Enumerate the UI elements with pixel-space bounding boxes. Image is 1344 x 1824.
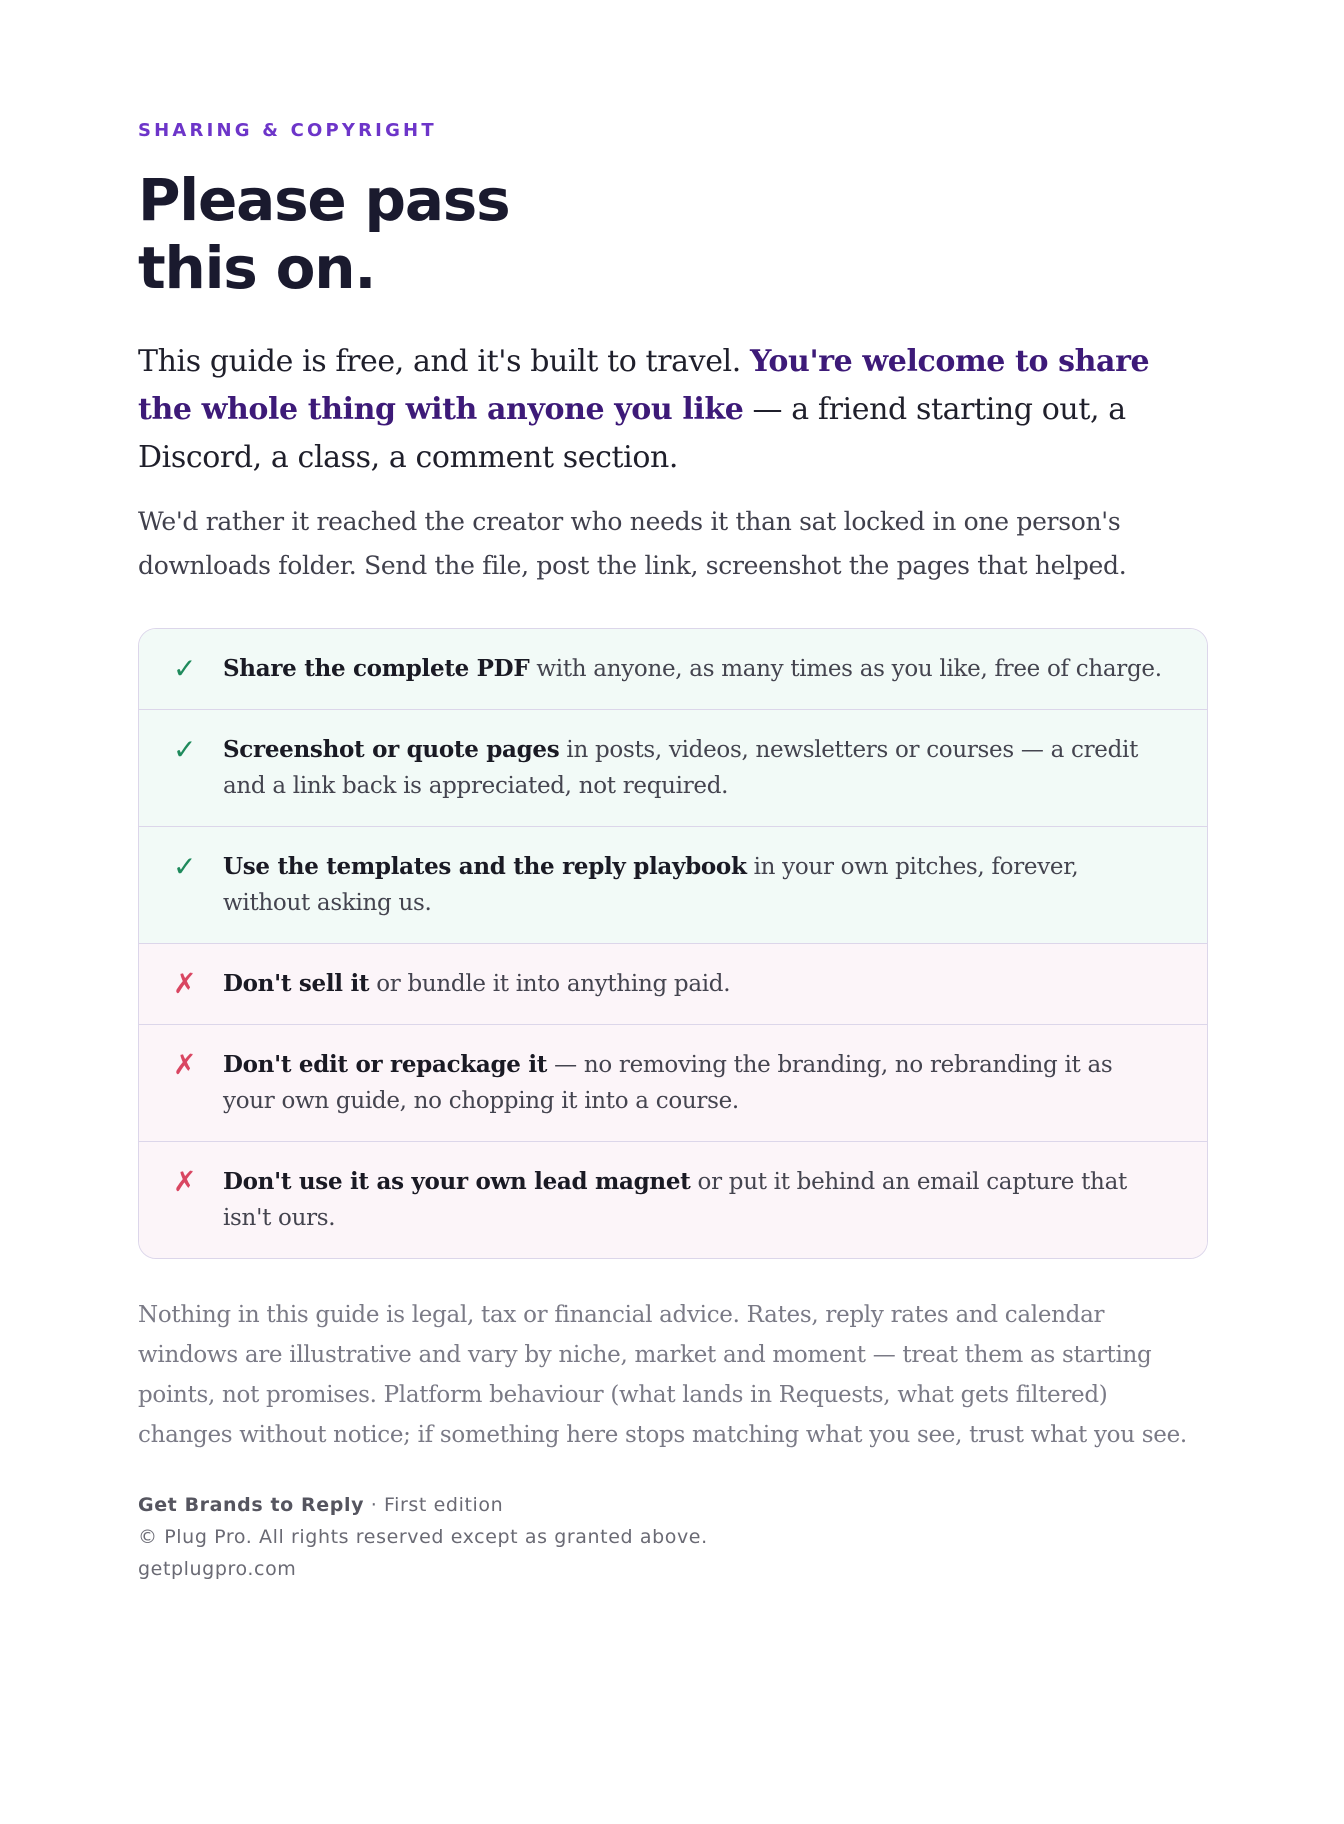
rule-allowed xyxy=(139,629,1207,709)
rule-detail: with anyone, as many times as you like, free of charge. xyxy=(529,656,1162,682)
rule-allowed xyxy=(139,709,1207,826)
footer xyxy=(138,1489,1208,1585)
rule-text xyxy=(223,966,730,1002)
page-title xyxy=(138,166,1208,302)
rule-text xyxy=(223,1047,1167,1119)
cross-icon: ✗ xyxy=(173,967,197,1000)
rule-bold-lead: Don't edit or repackage it xyxy=(223,1051,548,1078)
rule-allowed xyxy=(139,826,1207,943)
rule-bold-lead: Don't sell it xyxy=(223,970,370,997)
footer-edition: · First edition xyxy=(364,1494,504,1516)
rule-bold-lead: Screenshot or quote pages xyxy=(223,736,560,763)
sharing-page xyxy=(138,118,1208,1585)
rule-text xyxy=(223,732,1167,804)
rule-text xyxy=(223,849,1167,921)
rule-not-allowed xyxy=(139,1141,1207,1258)
rule-text xyxy=(223,651,1162,687)
lead-text-end: — a friend starting out, a Discord, a class, a comment section. xyxy=(138,392,1126,475)
cross-icon: ✗ xyxy=(173,1048,197,1081)
check-icon: ✓ xyxy=(173,850,197,883)
lead-paragraph xyxy=(138,338,1208,482)
rule-detail: in your own pitches, forever, without asking us. xyxy=(223,854,1079,916)
section-eyebrow: SHARING & COPYRIGHT xyxy=(138,120,437,141)
usage-rules-list xyxy=(138,628,1208,1259)
rule-detail: in posts, videos, newsletters or courses — a credit and a link back is appreciated, not required. xyxy=(223,737,1139,799)
lead-highlight: You're welcome to share the whole thing with anyone you like xyxy=(138,344,1150,427)
check-icon: ✓ xyxy=(173,733,197,766)
rule-detail: — no removing the branding, no rebranding it as your own guide, no chopping it into a course. xyxy=(223,1052,1113,1114)
footer-brand: Get Brands to Reply xyxy=(138,1494,365,1516)
check-icon: ✓ xyxy=(173,652,197,685)
rule-detail: or put it behind an email capture that isn't ours. xyxy=(223,1169,1127,1231)
rule-not-allowed xyxy=(139,943,1207,1024)
rule-text xyxy=(223,1164,1167,1236)
rule-not-allowed xyxy=(139,1024,1207,1141)
rule-bold-lead: Share the complete PDF xyxy=(223,655,530,682)
page-title-line-1: Please pass xyxy=(138,166,510,234)
footer-copyright: © Plug Pro. All rights reserved except as granted above. xyxy=(138,1526,708,1548)
cross-icon: ✗ xyxy=(173,1165,197,1198)
rule-detail: or bundle it into anything paid. xyxy=(369,971,731,997)
rule-bold-lead: Don't use it as your own lead magnet xyxy=(223,1168,691,1195)
sub-paragraph: We'd rather it reached the creator who needs it than sat locked in one person's downloads folder. Send the file, post the link, screenshot the pages that helped. xyxy=(138,507,1127,580)
lead-text-start: This guide is free, and it's built to travel. xyxy=(138,344,751,379)
footer-url: getplugpro.com xyxy=(138,1558,297,1580)
rule-bold-lead: Use the templates and the reply playbook xyxy=(223,853,747,880)
page-title-line-2: this on. xyxy=(138,234,376,302)
footer-edition-line xyxy=(138,1489,1208,1521)
disclaimer: Nothing in this guide is legal, tax or financial advice. Rates, reply rates and calendar windows are illustrative and vary by niche, market and moment — treat them as starting points, not promises. Platform behaviour (what lands in Requests, what gets filtered) changes without notice; if something here stops matching what you see, trust what you see. xyxy=(138,1302,1187,1448)
